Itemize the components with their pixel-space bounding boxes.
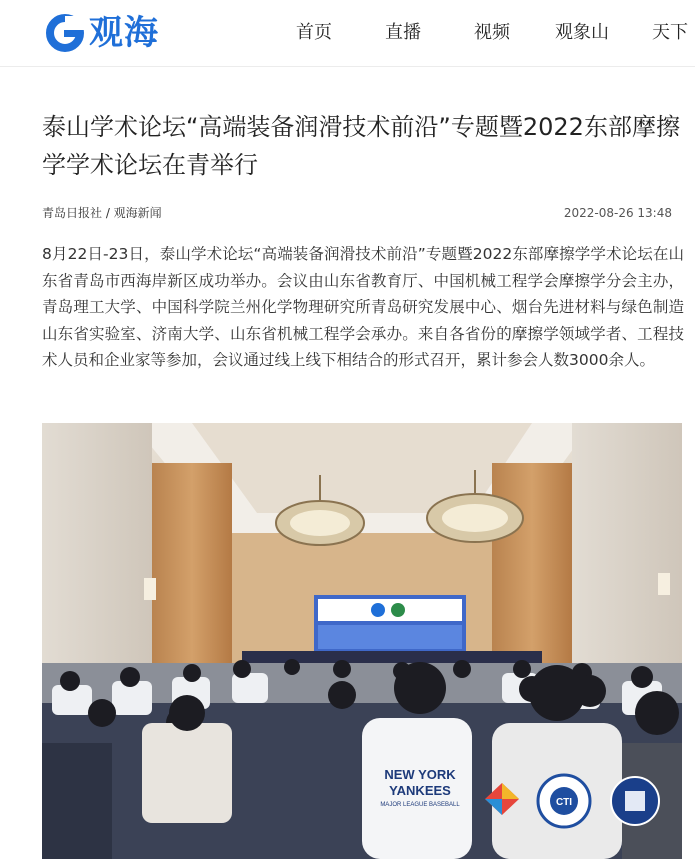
article-body: 8月22日-23日，泰山学术论坛“高端装备润滑技术前沿”专题暨2022东部摩擦学学术论坛在山东省青岛市西海岸新区成功举办。会议由山东省教育厅、中国机械工程学会摩擦学分会主办，青岛理工大学、中国科学院兰州化学物理研究所青岛研究发展中心、烟台先进材料与绿色制造山东省实验室、济南大学、山东省机械工程学会承办。来自各省份的摩擦学领域学者、工程技术人员和企业家等参加，会议通过线上线下相结合的形式召开，累计参会人数3000余人。 — [42, 245, 684, 369]
site-logo[interactable] — [45, 10, 159, 56]
nav-item-home[interactable]: 首页 — [296, 22, 332, 43]
nav-item-video[interactable]: 视频 — [474, 22, 510, 43]
logo-text: 观海 — [89, 13, 159, 53]
shirt-text-2: YANKEES — [389, 783, 451, 798]
logo-g-icon — [45, 13, 85, 53]
cti-badge-icon — [538, 775, 590, 827]
top-navigation-bar — [0, 0, 695, 67]
conference-photo — [42, 423, 682, 859]
cti-badge-text: CTI — [555, 797, 573, 808]
shirt-text-1: NEW YORK — [384, 767, 456, 782]
nav-item-world[interactable]: 天下 — [652, 22, 688, 43]
article-date: 2022-08-26 13:48 — [563, 206, 672, 220]
shirt-text-3: MAJOR LEAGUE BASEBALL — [380, 802, 460, 808]
article-source: 青岛日报社 / 观海新闻 — [42, 206, 162, 220]
article-title: 泰山学术论坛“高端装备润滑技术前沿”专题暨2022东部摩擦学学术论坛在青举行 — [42, 113, 680, 179]
nav-item-live[interactable]: 直播 — [385, 22, 421, 43]
nav-item-guanxiangshan[interactable]: 观象山 — [555, 22, 609, 43]
university-seal-icon — [611, 777, 659, 825]
